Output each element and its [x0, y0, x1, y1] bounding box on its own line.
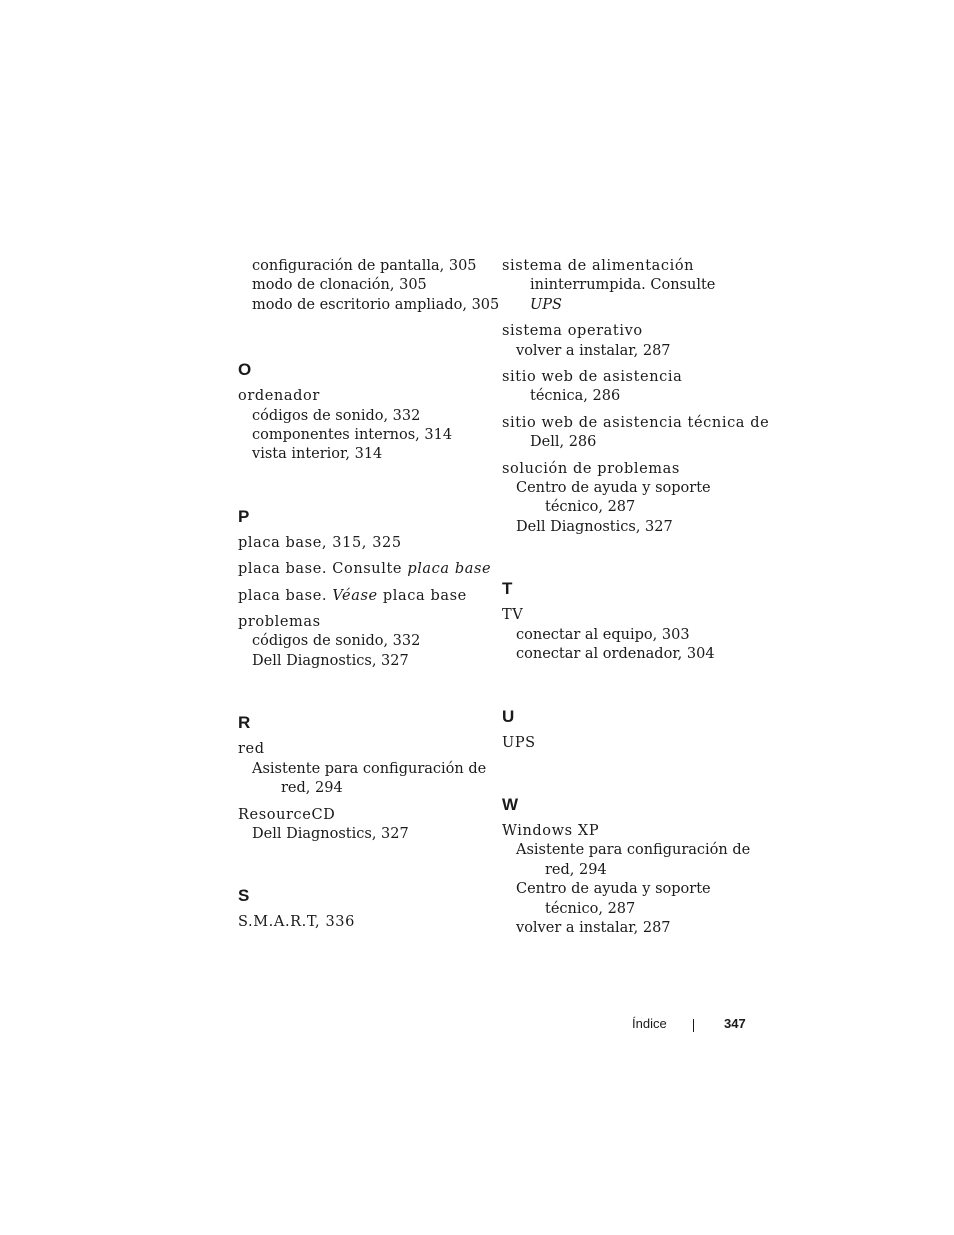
index-entry: problemas	[238, 614, 321, 631]
index-subentry: Dell Diagnostics, 327	[516, 518, 673, 535]
index-subentry: volver a instalar, 287	[516, 919, 671, 936]
entry-text: placa base. Consulte	[238, 561, 408, 578]
index-letter-heading-o: O	[238, 360, 252, 380]
index-column-left	[238, 257, 500, 933]
index-entry	[238, 587, 488, 606]
index-entry: sitio web de asistencia técnica de	[502, 414, 770, 431]
index-entry: sitio web de asistencia	[502, 369, 683, 386]
index-subentry: volver a instalar, 287	[516, 342, 671, 359]
index-entry-continuation: técnica, 286	[530, 388, 621, 405]
footer-section-label: Índice	[632, 1016, 667, 1031]
index-entry: placa base, 315, 325	[238, 534, 402, 551]
index-letter-heading-r: R	[238, 713, 251, 733]
index-subentry: conectar al ordenador, 304	[516, 646, 715, 663]
index-entry-continuation: Dell, 286	[530, 434, 597, 451]
index-column-right	[502, 257, 770, 938]
index-subentry-continuation: red, 294	[281, 780, 343, 797]
index-entry: solución de problemas	[502, 460, 680, 477]
index-letter-heading-u: U	[502, 706, 515, 726]
cross-reference: Véase	[332, 587, 378, 604]
index-entry-continuation: ininterrumpida. Consulte	[530, 277, 716, 294]
index-entry: Windows XP	[502, 822, 600, 839]
index-subentry: Centro de ayuda y soporte	[516, 480, 711, 497]
index-letter-heading-s: S	[238, 886, 250, 906]
index-subentry: Dell Diagnostics, 327	[252, 825, 409, 842]
index-letter-heading-t: T	[502, 579, 513, 599]
cross-reference: placa base	[407, 561, 492, 578]
cross-reference: UPS	[530, 296, 562, 313]
index-subentry: configuración de pantalla, 305	[252, 258, 477, 274]
index-letter-heading-w: W	[502, 794, 519, 814]
index-subentry-continuation: red, 294	[545, 861, 607, 878]
index-letter-heading-p: P	[238, 506, 250, 526]
index-entry: S.M.A.R.T, 336	[238, 914, 355, 931]
index-subentry: componentes internos, 314	[252, 427, 453, 444]
index-subentry: modo de clonación, 305	[252, 277, 427, 294]
index-subentry: modo de escritorio ampliado, 305	[252, 296, 500, 313]
index-subentry-continuation: técnico, 287	[545, 499, 636, 516]
index-subentry: Centro de ayuda y soporte	[516, 881, 711, 898]
entry-text: placa base	[377, 587, 467, 604]
index-entry: red	[238, 741, 265, 758]
index-entry: ordenador	[238, 388, 320, 405]
index-subentry: Asistente para configuración de	[252, 760, 487, 777]
index-entry: sistema operativo	[502, 323, 643, 340]
index-subentry: códigos de sonido, 332	[252, 407, 421, 424]
index-entry: TV	[502, 607, 524, 624]
entry-text: placa base.	[238, 587, 333, 604]
index-subentry-continuation: técnico, 287	[545, 900, 636, 917]
footer-separator	[693, 1019, 694, 1032]
index-entry: sistema de alimentación	[502, 258, 695, 274]
index-subentry: Asistente para configuración de	[516, 842, 751, 859]
index-subentry: códigos de sonido, 332	[252, 633, 421, 650]
index-entry-continuation	[502, 296, 752, 315]
index-entry: UPS	[502, 734, 536, 751]
index-subentry: Dell Diagnostics, 327	[252, 652, 409, 669]
index-subentry: vista interior, 314	[252, 446, 383, 463]
index-subentry: conectar al equipo, 303	[516, 626, 690, 643]
page-number: 347	[724, 1016, 746, 1031]
index-entry	[238, 560, 492, 579]
index-entry: ResourceCD	[238, 806, 336, 823]
